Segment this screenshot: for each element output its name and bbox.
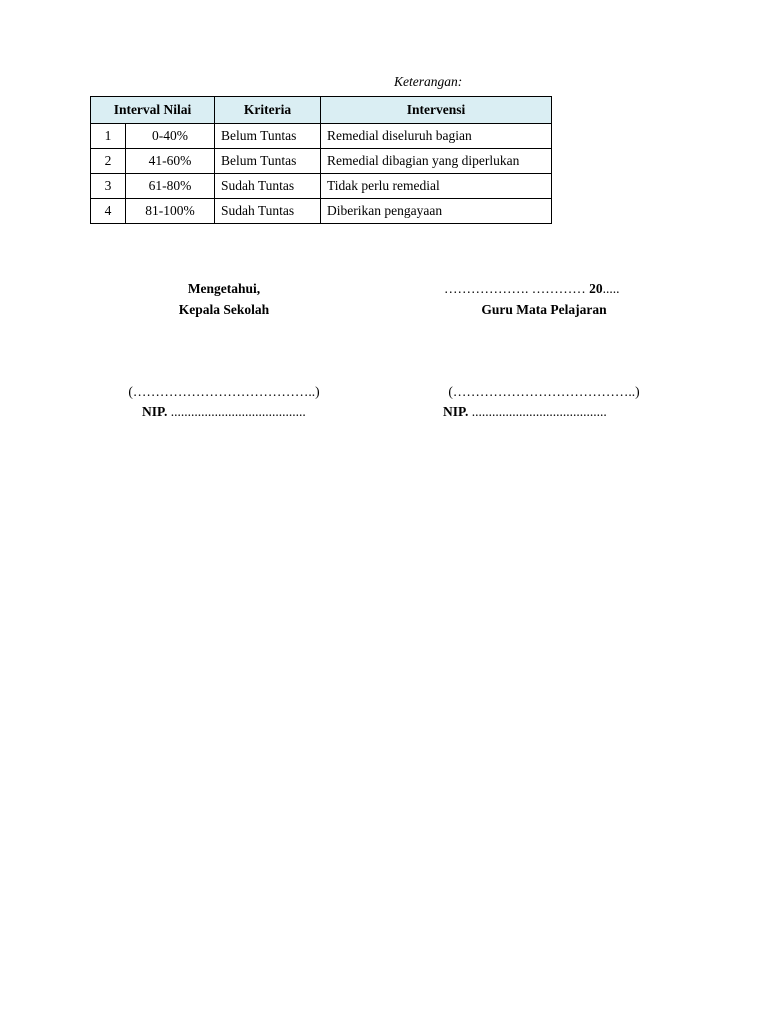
row-kriteria: Sudah Tuntas xyxy=(215,199,321,224)
right-date-dots: ………………. ………… xyxy=(444,281,586,296)
right-nip-line xyxy=(443,404,607,420)
row-intervensi: Tidak perlu remedial xyxy=(321,174,552,199)
row-kriteria: Belum Tuntas xyxy=(215,124,321,149)
table-header-row xyxy=(91,97,552,124)
left-nip-dots: ........................................ xyxy=(170,404,306,419)
left-nip-label: NIP. xyxy=(142,404,168,419)
table-row xyxy=(91,199,552,224)
keterangan-label: Keterangan: xyxy=(394,74,463,89)
row-interval: 41-60% xyxy=(126,149,215,174)
row-number: 1 xyxy=(91,124,126,149)
right-date-year: 20 xyxy=(589,281,603,296)
row-number: 3 xyxy=(91,174,126,199)
right-date-tail: ..... xyxy=(602,281,620,296)
row-number: 2 xyxy=(91,149,126,174)
header-intervensi: Intervensi xyxy=(321,97,552,124)
row-intervensi: Remedial dibagian yang diperlukan xyxy=(321,149,552,174)
right-sign-name-placeholder: (…………………………………..) xyxy=(448,384,640,399)
left-nip-line xyxy=(142,404,306,420)
right-nip-label: NIP. xyxy=(443,404,469,419)
table-row xyxy=(91,149,552,174)
table-row xyxy=(91,174,552,199)
left-sign-name-placeholder: (…………………………………..) xyxy=(128,384,320,399)
row-intervensi: Diberikan pengayaan xyxy=(321,199,552,224)
right-nip-dots: ........................................ xyxy=(471,404,607,419)
right-sign-title: Guru Mata Pelajaran xyxy=(481,302,607,317)
interval-table xyxy=(90,96,552,224)
row-number: 4 xyxy=(91,199,126,224)
row-interval: 61-80% xyxy=(126,174,215,199)
left-sign-title: Kepala Sekolah xyxy=(178,302,270,317)
header-kriteria: Kriteria xyxy=(215,97,321,124)
row-kriteria: Sudah Tuntas xyxy=(215,174,321,199)
right-sign-date-line xyxy=(444,281,620,297)
table-row xyxy=(91,124,552,149)
row-interval: 81-100% xyxy=(126,199,215,224)
row-kriteria: Belum Tuntas xyxy=(215,149,321,174)
header-interval-nilai: Interval Nilai xyxy=(91,97,215,124)
row-interval: 0-40% xyxy=(126,124,215,149)
left-sign-mengetahui: Mengetahui, xyxy=(187,281,261,296)
row-intervensi: Remedial diseluruh bagian xyxy=(321,124,552,149)
